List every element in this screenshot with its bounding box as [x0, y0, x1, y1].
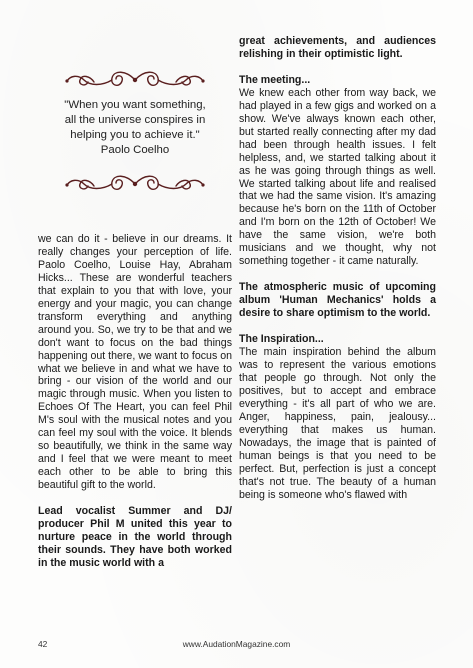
quote-text: [38, 98, 232, 144]
lead-paragraph-continued: great achievements, and audiences relishing in their optimistic light.: [239, 35, 436, 60]
quote-line: helping you to achieve it.": [70, 129, 200, 142]
article-paragraph: The main inspiration behind the album was to represent the various emotions that people go through. Not only the positives, but to accept and embrace everything - it's all part of who we are. Anger, happiness, pain, jealousy... everything that makes us human. Nowadays, the image that is painted of human beings is that you need to be perfect. But, perfection is just a concept that's not true. The beauty of a human being is someone who's flawed with: [239, 346, 436, 501]
page-number: 42: [38, 639, 48, 649]
article-paragraph: we can do it - believe in our dreams. It really changes your perception of life. Paolo Coelho, Louise Hay, Abraham Hicks... These are wonderful teachers that explain to you that with love, your energy and your magic, you can change transform everything and anything around you. So, we try to be that and we don't want to focus on the bad things happening out there, we want to focus on what we believe in and what we have to bring - our vision of the world and our magic through music. When you listen to Echoes Of The Heart, you can feel Phil M's soul with the musical notes and you can feel my soul with the voice. It blends so beautifully, we think in the same way and I feel that we were meant to meet each other to be able to bring this beautiful gift to the world.: [38, 233, 232, 492]
quote-author: Paolo Coelho: [100, 144, 170, 156]
lead-paragraph: Lead vocalist Summer and DJ/ producer Phil M united this year to nurture peace in the world through their sounds. They have both worked in the music world with a: [38, 505, 232, 569]
quote-line: "When you want something,: [64, 99, 206, 111]
left-column: [38, 233, 232, 570]
section-heading-meeting: The meeting...: [239, 73, 311, 86]
section-heading-inspiration: The Inspiration...: [239, 333, 324, 346]
scroll-flourish-icon: [64, 68, 206, 92]
website-link[interactable]: www.AudationMagazine.com: [182, 639, 291, 649]
pull-quote: [38, 68, 232, 210]
scroll-flourish-icon: [64, 172, 206, 196]
quote-line: all the universe conspires in: [64, 114, 206, 127]
article-paragraph: We knew each other from way back, we had played in a few gigs and worked on a show. We've always known each other, but started really connecting after my dad had been through health issues. I felt helpless, and, we started talking about it as he was going through things as well. We started talking about life and realised that we had the same vision. It's amazing because he's born on the 11th of October and I'm born on the 12th of October! We have the same vision, we're both musicians and we thought, why not something together - it came naturally.: [239, 86, 436, 268]
right-column: [239, 35, 436, 501]
album-lead-paragraph: The atmospheric music of upcoming album 'Human Mechanics' holds a desire to share optimism to the world.: [239, 281, 436, 320]
